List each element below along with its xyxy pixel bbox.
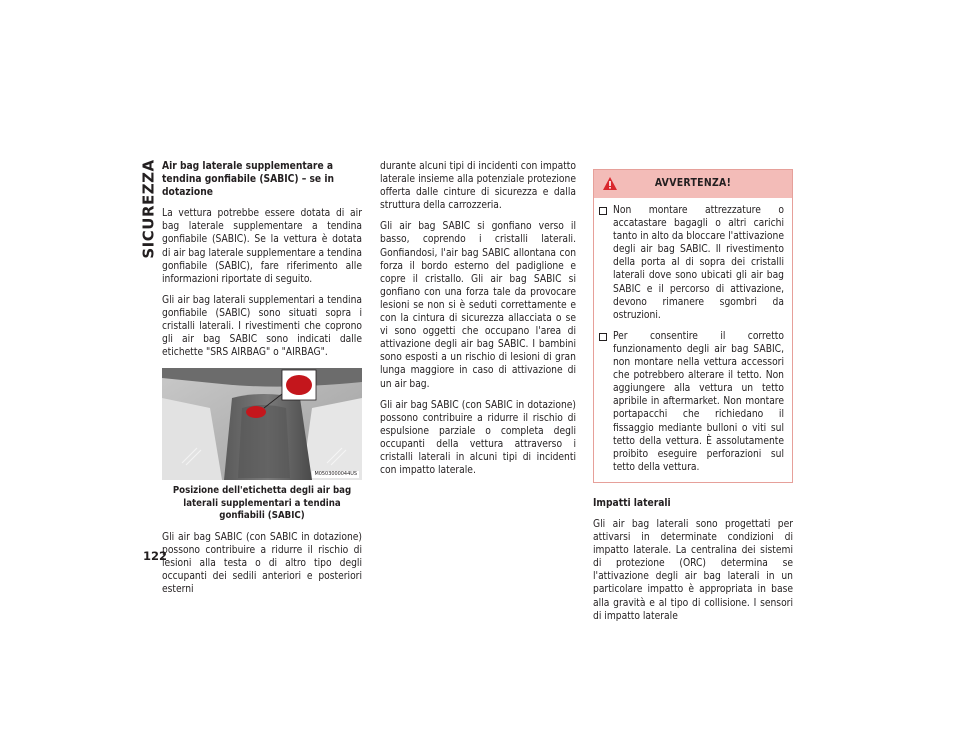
warning-item: Per consentire il corretto funzionamento degli air bag SABIC, non montare nella vettura accessori che potrebbero alterare il tetto. Non aggiungere alla vettura un tetto apribile in aftermarket. Non montare portapacchi che richiedano il fissaggio mediante bulloni o viti sul tetto della vettura. È assolutamente proibito eseguire perforazioni sul tetto della vettura. [599, 330, 784, 474]
paragraph: La vettura potrebbe essere dotata di air bag laterale supplementare a tendina gonfiabile (SABIC). Se la vettura è dotata di air bag laterale supplementare a tendina gonfiabile (SABIC), fare riferimento alle informazioni riportate di seguito. [162, 208, 362, 285]
airbag-label-zoom [286, 375, 312, 395]
square-bullet-icon [599, 207, 607, 215]
paragraph: Gli air bag laterali sono progettati per attivarsi in determinate condizioni di impatto laterale. La centralina dei sistemi di protezione (ORC) determina se l'attivazione degli air bag laterali in un particolare impatto è appropriata in base alla gravità e al tipo di collisione. I sensori di impatto laterale [593, 518, 793, 622]
sabic-label-photo [162, 368, 362, 480]
airbag-label-marker [246, 406, 266, 418]
paragraph: Gli air bag laterali supplementari a tendina gonfiabile (SABIC) sono situati sopra i cristalli laterali. I rivestimenti che coprono gli air bag SABIC sono indicati dalle etichette "SRS AIRBAG" o "AIRBAG". [162, 294, 362, 359]
warning-header [594, 170, 792, 198]
warning-icon [602, 176, 618, 191]
paragraph: Gli air bag SABIC si gonfiano verso il basso, coprendo i cristalli laterali. Gonfiandosi, l'air bag SABIC allontana con forza il bordo esterno del padiglione e copre il cristallo. Gli air bag SABIC si gonfiano con una forza tale da provocare lesioni se non si è seduti correttamente e con la cintura di sicurezza allacciata o se vi sono oggetti che occupano l'area di attivazione degli air bag SABIC. I bambini sono esposti a un rischio di lesioni di gran lunga maggiore in caso di attivazione di un air bag. [380, 221, 576, 390]
paragraph: durante alcuni tipi di incidenti con impatto laterale insieme alla potenziale protezione offerta dalle cinture di sicurezza e dalla struttura della carrozzeria. [380, 161, 576, 212]
warning-title: AVVERTENZA! [654, 177, 732, 190]
figure-caption: Posizione dell'etichetta degli air bag laterali supplementari a tendina gonfiabili (SABIC) [172, 485, 352, 522]
page-number: 122 [143, 549, 168, 563]
section-label: SICUREZZA [140, 159, 159, 259]
warning-body [594, 198, 792, 482]
column-1 [162, 160, 362, 604]
pillar-illustration [162, 368, 362, 480]
section-heading: Impatti laterali [593, 497, 671, 509]
warning-box [593, 169, 793, 483]
column-3 [593, 160, 793, 631]
figure-code: M0503000044US [314, 471, 357, 478]
column-2 [380, 160, 576, 485]
warning-item: Non montare attrezzature o accatastare bagagli o altri carichi tanto in alto da bloccare l'attivazione degli air bag SABIC. Il rivestimento della porta al di sopra dei cristalli laterali dove sono ubicati gli air bag SABIC e il percorso di attivazione, devono rimanere sgombri da ostruzioni. [599, 204, 784, 322]
section-heading: Air bag laterale supplementare a tendina gonfiabile (SABIC) – se in dotazione [162, 161, 335, 199]
paragraph: Gli air bag SABIC (con SABIC in dotazione) possono contribuire a ridurre il rischio di lesioni alla testa o di altro tipo degli occupanti dei sedili anteriori e posteriori esterni [162, 531, 362, 596]
square-bullet-icon [599, 333, 607, 341]
paragraph: Gli air bag SABIC (con SABIC in dotazione) possono contribuire a ridurre il rischio di espulsione parziale o completa degli occupanti della vettura attraverso i cristalli laterali in alcuni tipi di incidenti con impatto laterale. [380, 399, 576, 477]
